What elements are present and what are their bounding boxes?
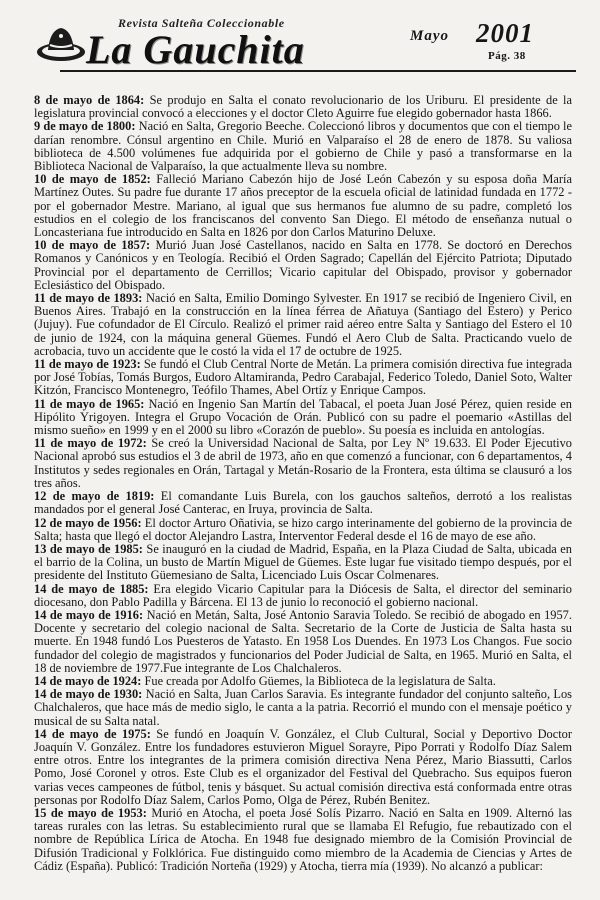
list-item xyxy=(34,398,572,438)
list-item xyxy=(34,292,572,358)
issue-month: Mayo xyxy=(410,28,449,44)
entry-text: El doctor Arturo Oñativia, se hizo cargo interinamente del gobierno de la provincia de Salta; hasta que llegó el doctor Alejandro Lastra, Interventor Federal desde el 16 de mayo de ese año. xyxy=(34,515,572,543)
entry-text: Nació en Salta, Emilio Domingo Sylvester. En 1917 se recibió de Ingeniero Civil, en Buenos Aires. Trabajó en la construcción en la línea férrea de Añatuya (Santiago del Estero) y Perico (Jujuy). Fue cofundador de El Círculo. Realizó el primer raid aéreo entre Salta y Santiago del Estero el 10 de junio de 1924, con la máquina general Güemes. Fundó el Aero Club de Salta. Practicando vuelo de acrobacia, tuvo un accidente que le costó la vida el 17 de octubre de 1925. xyxy=(34,291,572,358)
entry-date: 9 de mayo de 1800: xyxy=(34,119,136,134)
list-item xyxy=(34,173,572,239)
magazine-title: La Gauchita xyxy=(86,27,305,72)
issue-year: 2001 xyxy=(476,18,534,48)
entry-text: Se fundó el Club Central Norte de Metán. La primera comisión directiva fue integrada por José Tobías, Tomás Burgos, Eudoro Altamiranda, Pedro Carabajal, Federico Toledo, Daniel Soto, Walter Kitzón, Francisco Montenegro, Teófilo Thames, Abel Ortíz y Enrique Campos. xyxy=(34,357,572,398)
list-item xyxy=(34,609,572,675)
entry-date: 11 de mayo de 1893: xyxy=(34,291,143,306)
list-item xyxy=(34,688,572,728)
masthead xyxy=(28,14,576,92)
list-item xyxy=(34,358,572,398)
page-number: Pág. 38 xyxy=(488,50,526,62)
entry-date: 12 de mayo de 1819: xyxy=(34,489,155,504)
entry-text: Era elegido Vicario Capitular para la Diócesis de Salta, el director del seminario diocesano, don Pablo Padilla y Bárcena. El 13 de junio lo reconoció el gobierno nacional. xyxy=(34,581,572,609)
entry-text: Se fundó en Joaquín V. González, el Club Cultural, Social y Deportivo Doctor Joaquín V. González. Entre los fundadores estuvieron Miguel Sorayre, Pipo Porrati y Rodolfo Díaz Salem entre otros. Entre los integrantes de la primera comisión directiva Nena Pérez, Mario Biassutti, Carlos Pomo, José Coronel y otros. Este Club es el organizador del Festival del Quebracho. Sus equipos fueron varias veces campeones de fútbol, tenis y básquet. Su actual comisión directiva está conformada entre otras personas por Rodolfo Díaz Salem, Carlos Pomo, Olga de Pérez, Rubén Benitez. xyxy=(34,726,572,807)
header-rule xyxy=(60,70,576,72)
entry-date: 11 de mayo de 1972: xyxy=(34,436,147,451)
entry-text: Se creó la Universidad Nacional de Salta, por Ley Nº 19.633. El Poder Ejecutivo Nacional aprobó sus estudios el 3 de abril de 1973, año en que comenzó a funcionar, con 6 departamentos, 4 Institutos y sedes regionales en Orán, Tartagal y Metán-Rosario de la Frontera, esta última se clausuró a los tres años. xyxy=(34,436,572,490)
entry-date: 14 de mayo de 1924: xyxy=(34,673,142,688)
list-item xyxy=(34,437,572,490)
entry-date: 12 de mayo de 1956: xyxy=(34,515,142,530)
entry-date: 14 de mayo de 1975: xyxy=(34,726,151,741)
list-item xyxy=(34,94,572,120)
entry-date: 13 de mayo de 1985: xyxy=(34,541,143,556)
entry-text: Se produjo en Salta el conato revolucionario de los Uriburu. El presidente de la legislatura provincial convocó a elecciones y el doctor Cleto Aguirre fue elegido gobernador hasta 1866. xyxy=(34,93,572,121)
list-item xyxy=(34,517,572,543)
list-item xyxy=(34,120,572,173)
entry-date: 8 de mayo de 1864: xyxy=(34,93,145,107)
entry-date: 14 de mayo de 1930: xyxy=(34,687,143,702)
list-item xyxy=(34,807,572,873)
entry-date: 11 de mayo de 1965: xyxy=(34,396,145,411)
entry-text: Nació en Salta, Juan Carlos Saravia. Es integrante fundador del conjunto salteño, Los Chalchaleros, que hace más de medio siglo, le canta a la patria. Recorrió el mundo con el mensaje poético y musical de su Salta natal. xyxy=(34,687,572,728)
entry-date: 14 de mayo de 1916: xyxy=(34,607,144,622)
entry-text: Nació en Metán, Salta, José Antonio Saravia Toledo. Se recibió de abogado en 1957. Docente y secretario del colegio nacional de Salta. Secretario de la Corte de Justicia de Salta hasta su muerte. En 1948 fundó Los Puesteros de Yatasto. En 1958 Los Duendes. En 1973 Los Changos. Fue socio fundador del colegio de magistrados y funcionarios del Poder Judicial de Salta, en 1965. Murió en Salta, el 18 de noviembre de 1977.Fue integrante de Los Chalchaleros. xyxy=(34,607,572,675)
list-item xyxy=(34,543,572,583)
entry-text: El comandante Luis Burela, con los gauchos salteños, derrotó a los realistas mandados por el general José Canterac, en Iruya, provincia de Salta. xyxy=(34,489,572,517)
entry-text: Falleció Mariano Cabezón hijo de José León Cabezón y su esposa doña María Martínez Outes. Su padre fue durante 17 años preceptor de la escuela oficial de latinidad fundada en 1772 - por el gobernador Mestre. Mariano, al igual que sus hermanos fue alumno de su padre, completó los estudios en el colegio de los franciscanos del convento San Diego. El método de enseñanza nutual o Loncasteriana fue introducido en Salta en 1826 por don Carlos Maturino Deluxe. xyxy=(34,172,572,240)
list-item xyxy=(34,239,572,292)
entry-date: 10 de mayo de 1852: xyxy=(34,172,151,187)
list-item xyxy=(34,583,572,609)
gaucho-hat-logo-icon xyxy=(34,18,88,72)
entry-date: 11 de mayo de 1923: xyxy=(34,357,141,372)
entry-text: Se inauguró en la ciudad de Madrid, España, en la Plaza Ciudad de Salta, ubicada en el barrio de la Colina, un busto de Martín Miguel de Güemes. Este lugar fue visitado tiempo después, por el presidente del Instituto Güemesiano de Salta, Licenciado Luis Oscar Colmenares. xyxy=(34,541,572,583)
article-body xyxy=(34,94,572,873)
entry-date: 14 de mayo de 1885: xyxy=(34,581,149,596)
entry-text: Nació en Ingenio San Martín del Tabacal, el poeta Juan José Pérez, quien reside en Hipólito Yrigoyen. Integra el Grupo Vocación de Orán. Publicó con su padre el poemario «Astillas del mismo sueño» en 1999 y en el 2000 su libro «Corazón de pueblo». Su poesía es incluida en antologías. xyxy=(34,396,572,438)
list-item xyxy=(34,728,572,807)
entry-date: 10 de mayo de 1857: xyxy=(34,238,151,253)
entry-text: Nació en Salta, Gregorio Beeche. Coleccionó libros y documentos que con el tiempo le darían renombre. Cónsul argentino en Chile. Murió en Valparaíso el 28 de enero de 1878. Su valiosa biblioteca de 4.500 volúmenes fue adquirida por el gobierno de Chile y pasó a transformarse en la Biblioteca Nacional de Valparaíso, la que actualmente lleva su nombre. xyxy=(34,119,572,174)
magazine-subtitle: Revista Salteña Coleccionable xyxy=(118,16,285,30)
entry-text: Murió en Atocha, el poeta José Solís Pizarro. Nació en Salta en 1909. Alternó las tareas rurales con las letras. Su establecimiento rural que se llamaba El Refugio, fue rebautizado con el nombre de República Lírica de Atocha. En 1948 fue designado miembro de la Comisión Provincial de Difusión Tradicional y Folklórica. Fue distinguido como miembro de la Academia de Ciencias y Artes de Cádiz (España). Publicó: Tradición Norteña (1929) y Atocha, tierra mía (1939). No alcanzó a publicar: xyxy=(34,805,572,873)
entry-text: Murió Juan José Castellanos, nacido en Salta en 1778. Se doctoró en Derechos Romanos y Canónicos y en Teología. Recibió el Orden Sagrado; Capellán del Ejército Patriota; Diputado Provincial por el departamento de Cerrillos; Vicario capitular del Obispado, provisor y gobernador Eclesiástico del Obispado. xyxy=(34,238,572,292)
entry-date: 15 de mayo de 1953: xyxy=(34,805,147,820)
entry-text: Fue creada por Adolfo Güemes, la Biblioteca de la legislatura de Salta. xyxy=(144,673,496,688)
list-item xyxy=(34,490,572,516)
